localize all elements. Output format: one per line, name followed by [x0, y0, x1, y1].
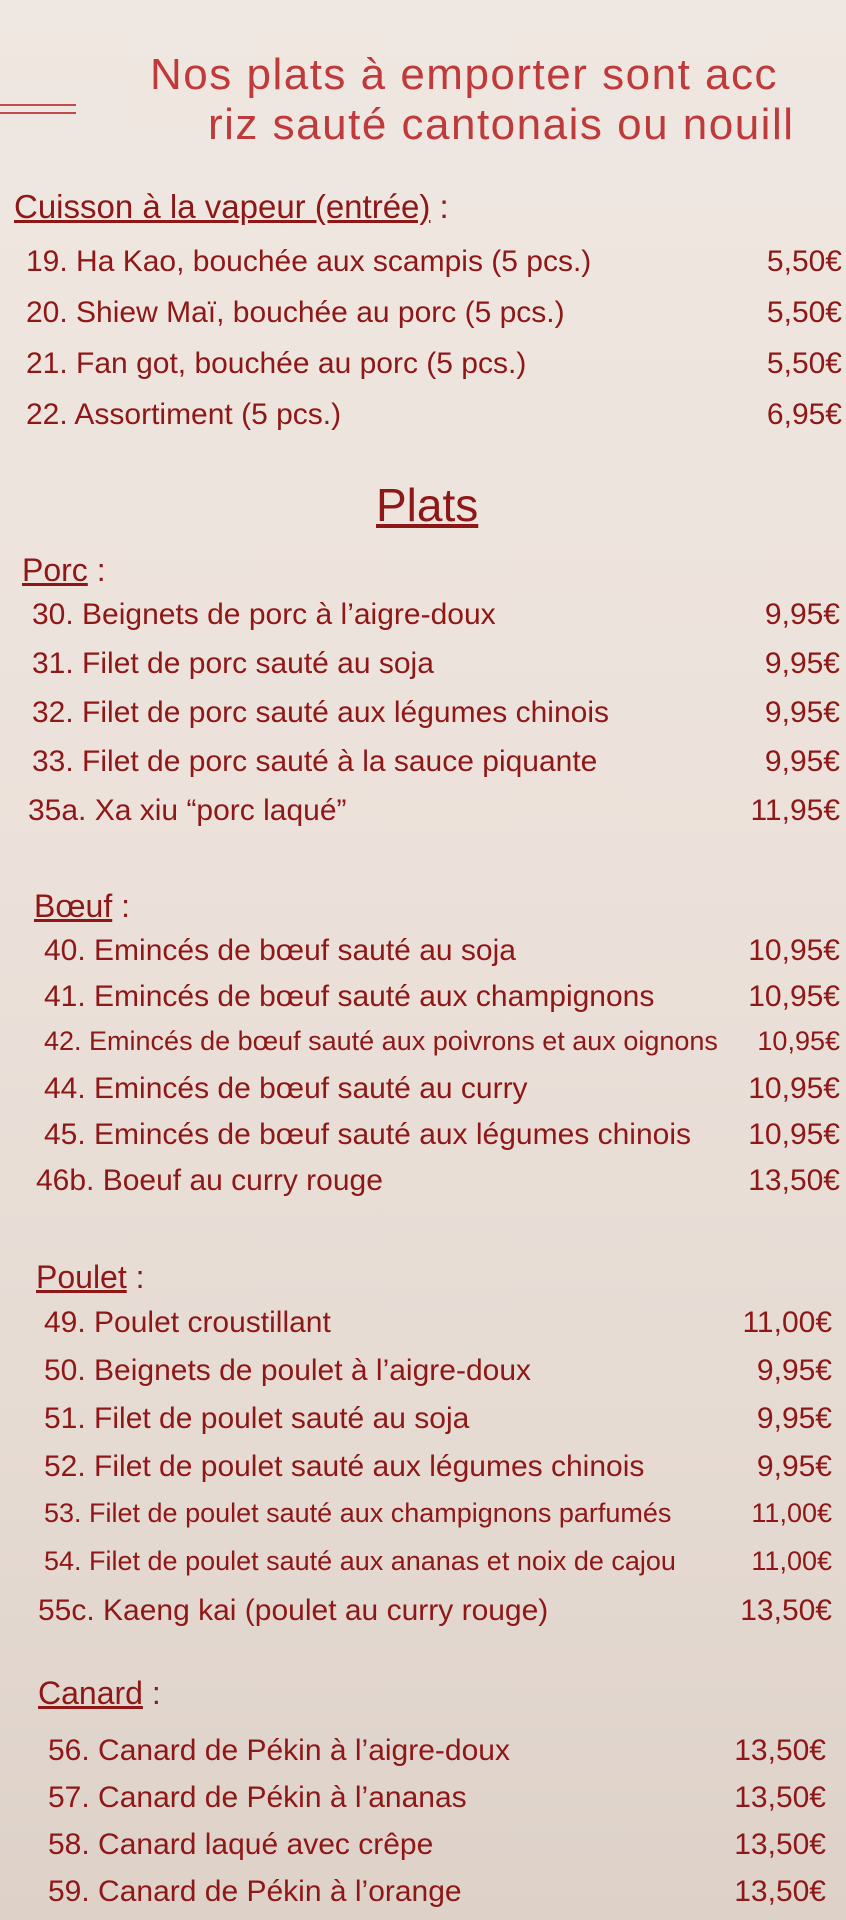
- menu-item: [32, 745, 840, 785]
- menu-item-name: 33. Filet de porc sauté à la sauce piquante: [32, 745, 598, 778]
- menu-item-name: 31. Filet de porc sauté au soja: [32, 647, 434, 680]
- menu-item: [48, 1875, 826, 1915]
- menu-item: [26, 347, 842, 387]
- menu-item-price: 9,95€: [756, 1354, 832, 1387]
- menu-item: [44, 1026, 840, 1066]
- menu-item-price: 13,50€: [734, 1828, 826, 1861]
- section-title-poulet: [36, 1259, 145, 1296]
- menu-item: [48, 1781, 826, 1821]
- menu-item: [26, 245, 842, 285]
- menu-item-price: 13,50€: [740, 1594, 832, 1627]
- menu-item: [44, 1306, 832, 1346]
- section-title-vapeur-label: Cuisson à la vapeur (entrée): [14, 188, 431, 225]
- menu-item: [44, 934, 840, 974]
- menu-item: [44, 980, 840, 1020]
- menu-item: [26, 296, 842, 336]
- section-title-poulet-colon: :: [126, 1259, 145, 1295]
- menu-item: [44, 1546, 832, 1586]
- menu-item: [48, 1734, 826, 1774]
- menu-item: [32, 598, 840, 638]
- menu-header-line-2: riz sauté cantonais ou nouill: [208, 100, 795, 149]
- menu-item-name: 30. Beignets de porc à l’aigre-doux: [32, 598, 496, 631]
- menu-header-line-1: Nos plats à emporter sont acc: [150, 50, 778, 99]
- menu-item-name: 20. Shiew Maï, bouchée au porc (5 pcs.): [26, 296, 565, 329]
- menu-item: [38, 1594, 832, 1634]
- section-title-canard: [38, 1675, 161, 1712]
- menu-item: [44, 1450, 832, 1490]
- menu-item-price: 9,95€: [764, 647, 840, 680]
- menu-item-price: 5,50€: [766, 347, 842, 380]
- menu-item-name: 52. Filet de poulet sauté aux légumes chinois: [44, 1450, 645, 1483]
- menu-item-price: 10,95€: [757, 1026, 840, 1056]
- menu-item: [44, 1354, 832, 1394]
- menu-item: [36, 1164, 840, 1204]
- menu-item-price: 13,50€: [734, 1734, 826, 1767]
- menu-item: [48, 1828, 826, 1868]
- section-title-boeuf: [34, 888, 130, 925]
- menu-item-price: 13,50€: [734, 1781, 826, 1814]
- section-title-boeuf-label: Bœuf: [34, 888, 113, 924]
- decorative-double-rule: [0, 104, 76, 114]
- menu-item-name: 55c. Kaeng kai (poulet au curry rouge): [38, 1594, 549, 1627]
- menu-item: [44, 1498, 832, 1538]
- menu-item-name: 42. Emincés de bœuf sauté aux poivrons et aux oignons: [44, 1026, 718, 1056]
- menu-item-name: 46b. Boeuf au curry rouge: [36, 1164, 383, 1197]
- menu-item-price: 5,50€: [766, 296, 842, 329]
- section-title-vapeur: [14, 188, 449, 226]
- menu-item-price: 9,95€: [764, 598, 840, 631]
- menu-item: [32, 647, 840, 687]
- menu-item: [26, 398, 842, 438]
- section-title-porc: [22, 552, 106, 589]
- menu-item: [32, 696, 840, 736]
- menu-item-name: 45. Emincés de bœuf sauté aux légumes chinois: [44, 1118, 692, 1151]
- menu-item-name: 49. Poulet croustillant: [44, 1306, 331, 1339]
- menu-item-name: 51. Filet de poulet sauté au soja: [44, 1402, 470, 1435]
- menu-item-name: 44. Emincés de bœuf sauté au curry: [44, 1072, 528, 1105]
- menu-item-name: 35a. Xa xiu “porc laqué”: [28, 794, 347, 827]
- menu-item-name: 53. Filet de poulet sauté aux champignons parfumés: [44, 1498, 672, 1528]
- menu-item-name: 19. Ha Kao, bouchée aux scampis (5 pcs.): [26, 245, 592, 278]
- menu-item: [44, 1118, 840, 1158]
- menu-item-price: 5,50€: [766, 245, 842, 278]
- menu-item-name: 32. Filet de porc sauté aux légumes chinois: [32, 696, 609, 729]
- menu-item: [44, 1072, 840, 1112]
- section-title-porc-colon: :: [87, 552, 106, 588]
- section-title-canard-label: Canard: [38, 1675, 143, 1711]
- menu-item-price: 10,95€: [748, 1118, 840, 1151]
- menu-item-price: 10,95€: [748, 1072, 840, 1105]
- menu-item-price: 9,95€: [756, 1402, 832, 1435]
- menu-item-name: 58. Canard laqué avec crêpe: [48, 1828, 434, 1861]
- plats-heading: Plats: [376, 479, 479, 531]
- menu-item-name: 50. Beignets de poulet à l’aigre-doux: [44, 1354, 532, 1387]
- section-title-vapeur-colon: :: [430, 188, 449, 225]
- menu-item-price: 11,00€: [751, 1498, 832, 1528]
- menu-item-price: 11,00€: [742, 1306, 832, 1339]
- menu-item-price: 13,50€: [734, 1875, 826, 1908]
- menu-item-price: 11,00€: [751, 1546, 832, 1576]
- menu-item-name: 59. Canard de Pékin à l’orange: [48, 1875, 462, 1908]
- menu-item: [44, 1402, 832, 1442]
- menu-item-name: 56. Canard de Pékin à l’aigre-doux: [48, 1734, 510, 1767]
- menu-item-price: 13,50€: [748, 1164, 840, 1197]
- menu-item-price: 9,95€: [764, 696, 840, 729]
- section-title-porc-label: Porc: [22, 552, 88, 588]
- menu-item-name: 22. Assortiment (5 pcs.): [26, 398, 342, 431]
- menu-item-price: 9,95€: [756, 1450, 832, 1483]
- menu-item-price: 11,95€: [750, 794, 840, 827]
- menu-item-name: 54. Filet de poulet sauté aux ananas et noix de cajou: [44, 1546, 676, 1576]
- menu-item-price: 6,95€: [766, 398, 842, 431]
- menu-item-price: 9,95€: [764, 745, 840, 778]
- section-title-poulet-label: Poulet: [36, 1259, 127, 1295]
- section-title-boeuf-colon: :: [112, 888, 131, 924]
- menu-item: [28, 794, 840, 834]
- menu-item-name: 57. Canard de Pékin à l’ananas: [48, 1781, 467, 1814]
- menu-item-name: 41. Emincés de bœuf sauté aux champignons: [44, 980, 655, 1013]
- menu-item-name: 21. Fan got, bouchée au porc (5 pcs.): [26, 347, 527, 380]
- section-title-canard-colon: :: [142, 1675, 161, 1711]
- menu-item-price: 10,95€: [748, 980, 840, 1013]
- menu-item-price: 10,95€: [748, 934, 840, 967]
- menu-item-name: 40. Emincés de bœuf sauté au soja: [44, 934, 516, 967]
